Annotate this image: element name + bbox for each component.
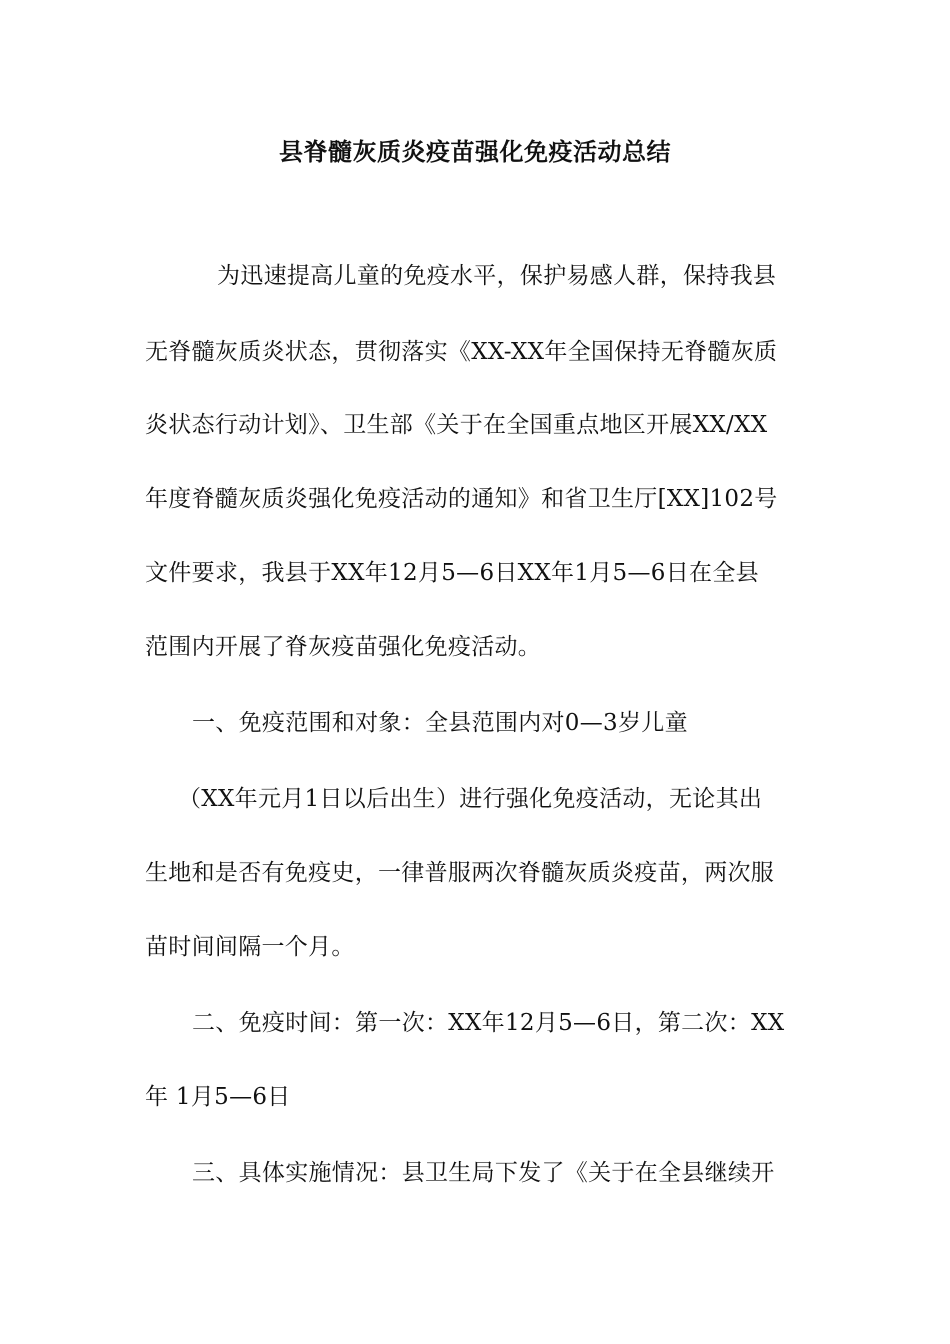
paragraph-line: 文件要求，我县于XX年12月5—6日XX年1月5—6日在全县 [145, 560, 759, 586]
paragraph-line: 范围内开展了脊灰疫苗强化免疫活动。 [145, 634, 542, 660]
paragraph-line: 年 1月5—6日 [145, 1084, 291, 1110]
paragraph-line: 年度脊髓灰质炎强化免疫活动的通知》和省卫生厅[XX]102号 [145, 486, 778, 512]
section-heading-line: 三、具体实施情况：县卫生局下发了《关于在全县继续开 [192, 1160, 775, 1186]
section-heading-line: 一、免疫范围和对象：全县范围内对0—3岁儿童 [192, 710, 688, 736]
paragraph-line: 生地和是否有免疫史，一律普服两次脊髓灰质炎疫苗，两次服 [145, 860, 775, 886]
paragraph-line: 炎状态行动计划》、卫生部《关于在全国重点地区开展XX/XX [145, 412, 768, 438]
paragraph-line: （XX年元月1日以后出生）进行强化免疫活动，无论其出 [178, 786, 763, 812]
section-heading-line: 二、免疫时间：第一次：XX年12月5—6日，第二次：XX [192, 1010, 785, 1036]
paragraph-line: 苗时间间隔一个月。 [145, 934, 355, 960]
paragraph-line: 为迅速提高儿童的免疫水平，保护易感人群，保持我县 [217, 263, 777, 289]
paragraph-line: 无脊髓灰质炎状态，贯彻落实《XX-XX年全国保持无脊髓灰质 [145, 339, 778, 365]
document-title: 县脊髓灰质炎疫苗强化免疫活动总结 [279, 138, 671, 166]
